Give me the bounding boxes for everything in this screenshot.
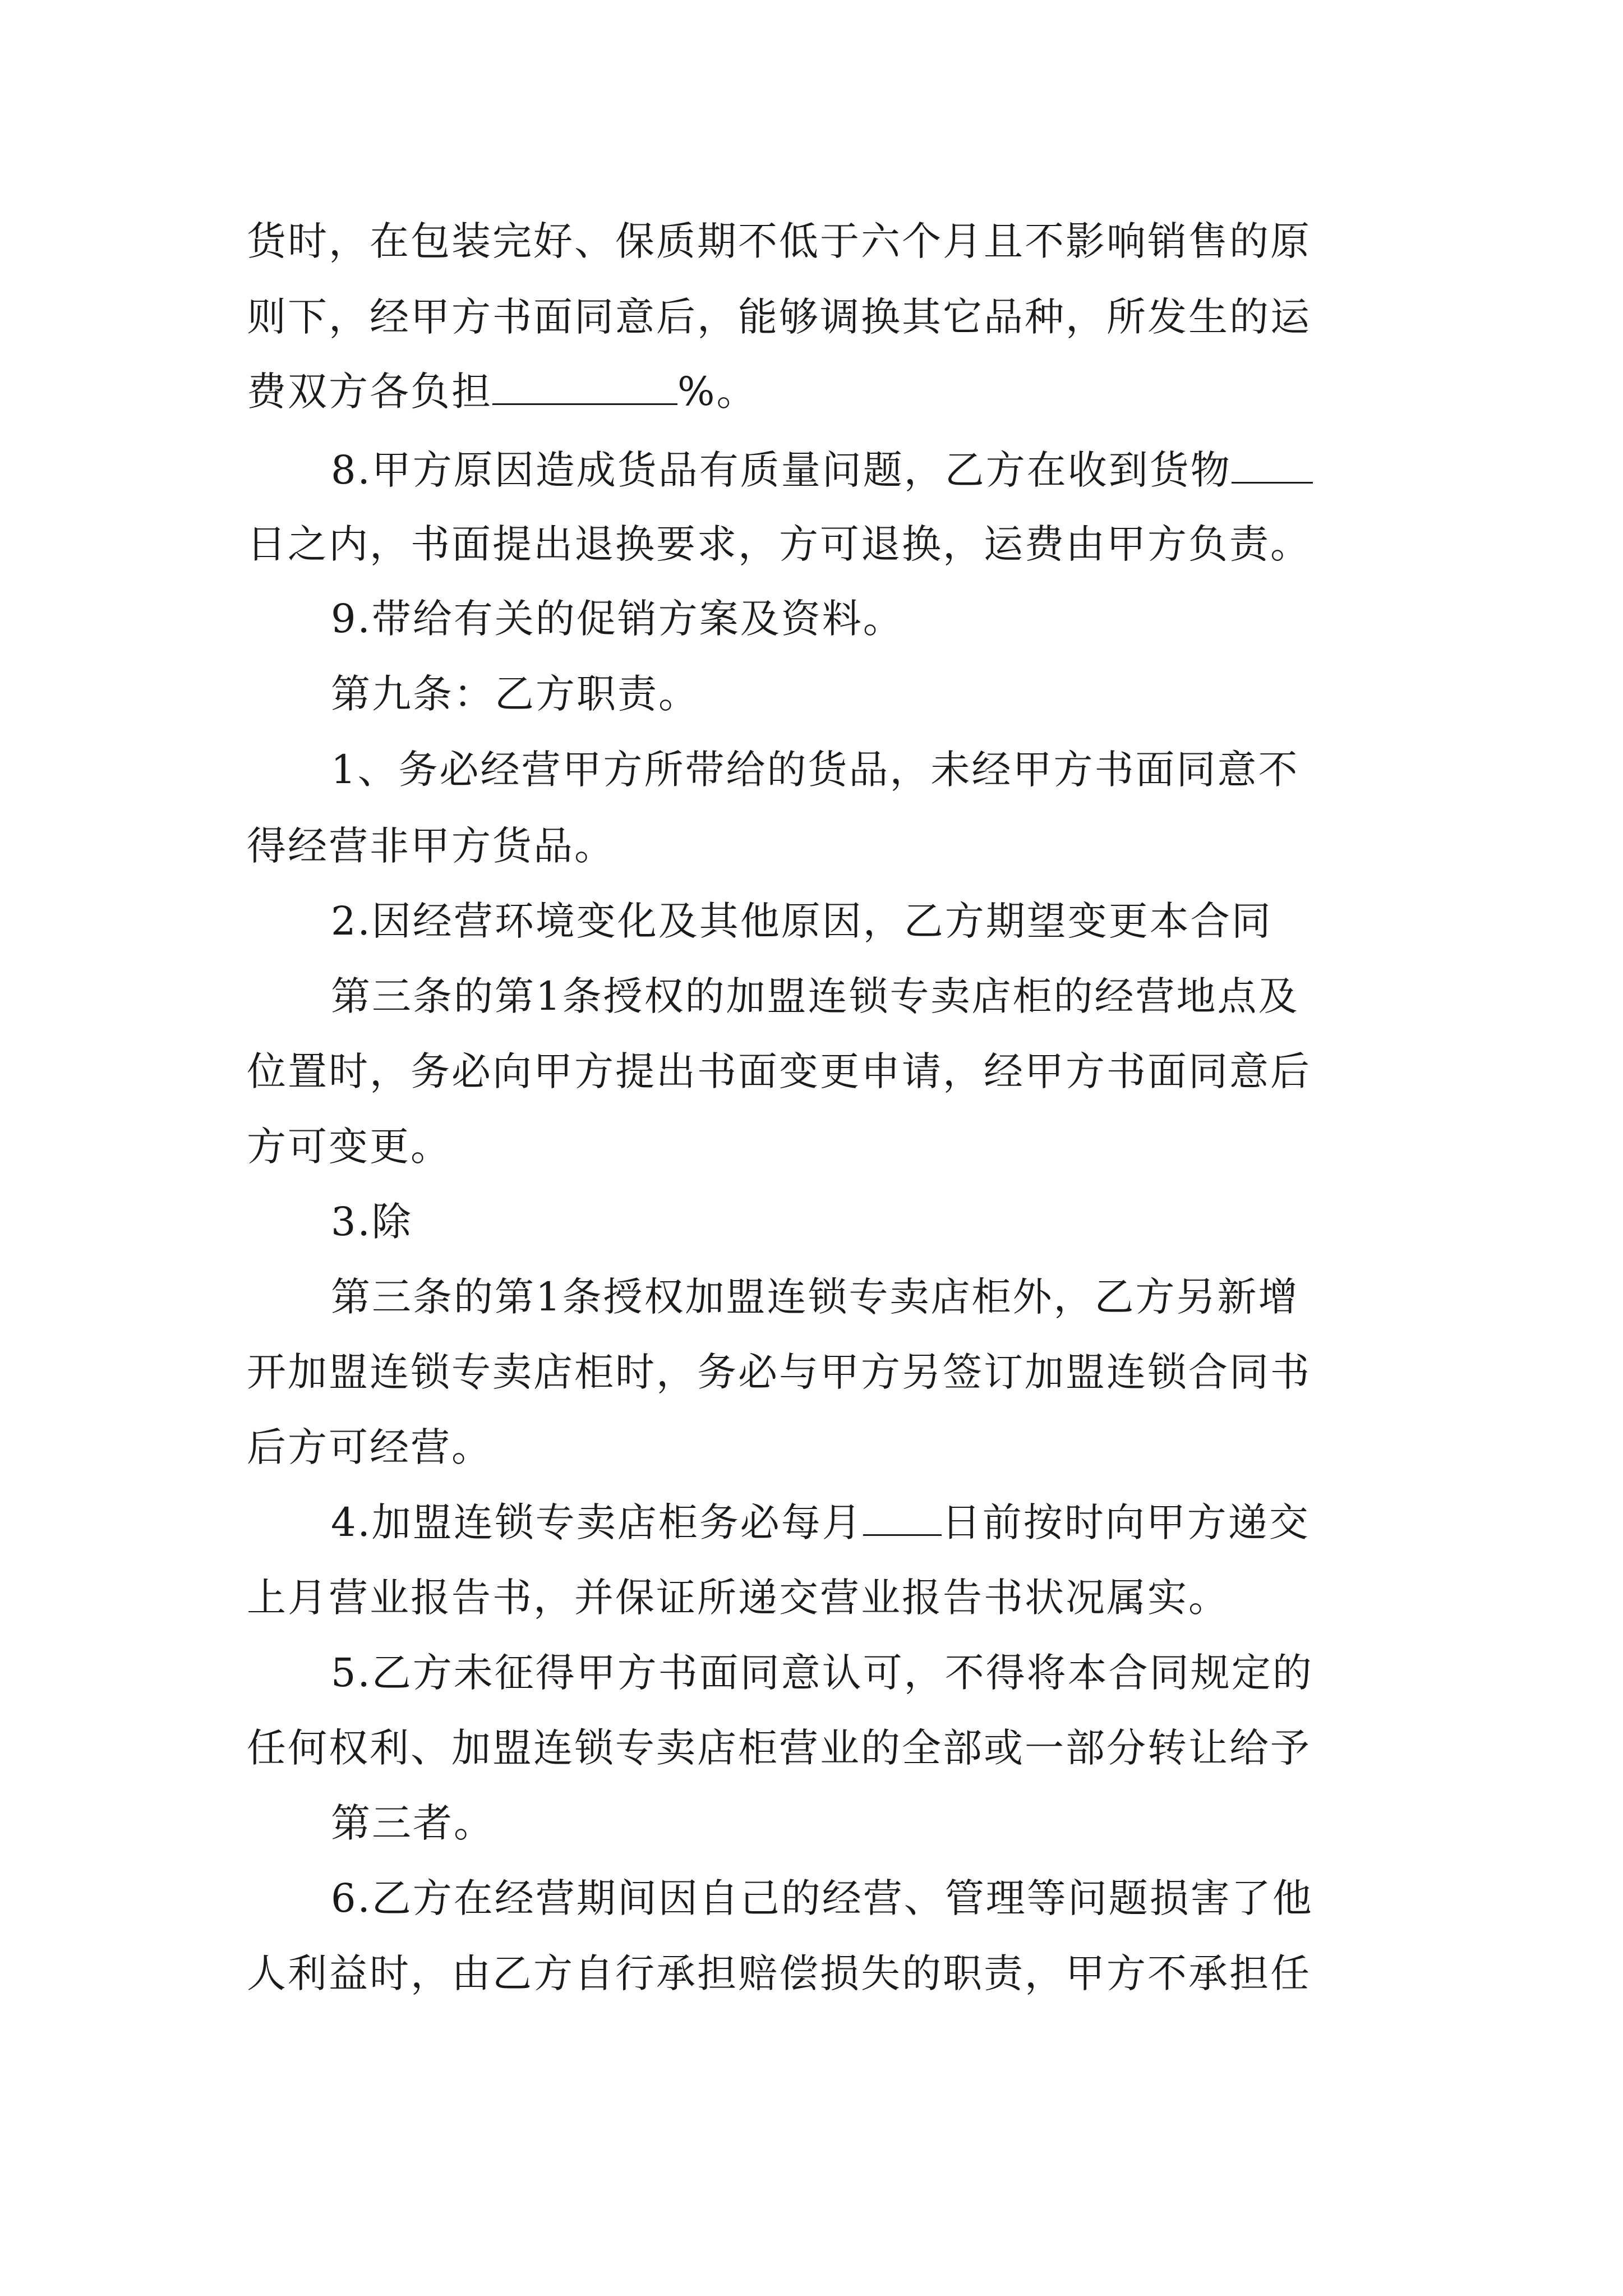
paragraph-line: 第三条的第1条授权加盟连锁专卖店柜外，乙方另新增 xyxy=(331,1274,1299,1320)
paragraph-line: 位置时，务必向甲方提出书面变更申请，经甲方书面同意后 xyxy=(247,1048,1311,1094)
paragraph-line xyxy=(247,364,758,420)
line-text: 费双方各负担 xyxy=(247,369,492,415)
paragraph-line: 后方可经营。 xyxy=(247,1424,492,1470)
fill-in-blank xyxy=(1232,448,1313,484)
paragraph-line: 上月营业报告书，并保证所递交营业报告书状况属实。 xyxy=(247,1575,1229,1621)
paragraph-line: 日之内，书面提出退换要求，方可退换，运费由甲方负责。 xyxy=(247,521,1311,567)
fill-in-blank xyxy=(492,370,677,405)
section-heading: 第九条：乙方职责。 xyxy=(331,671,699,717)
paragraph-line xyxy=(331,1494,1310,1550)
paragraph-line xyxy=(331,442,1313,498)
paragraph-line: 任何权利、加盟连锁专卖店柜营业的全部或一部分转让给予 xyxy=(247,1725,1311,1771)
paragraph-line: 1、务必经营甲方所带给的货品，未经甲方书面同意不 xyxy=(331,747,1299,793)
paragraph-line: 第三条的第1条授权的加盟连锁专卖店柜的经营地点及 xyxy=(331,973,1299,1019)
fill-in-blank xyxy=(863,1501,942,1536)
paragraph-line: 3.除 xyxy=(331,1199,413,1245)
paragraph-line: 得经营非甲方货品。 xyxy=(247,823,615,869)
line-text: %。 xyxy=(677,369,758,415)
paragraph-line: 人利益时，由乙方自行承担赔偿损失的职责，甲方不承担任 xyxy=(247,1950,1311,1996)
line-text: 4.加盟连锁专卖店柜务必每月 xyxy=(331,1499,863,1545)
paragraph-line: 第三者。 xyxy=(331,1800,495,1846)
paragraph-line: 2.因经营环境变化及其他原因，乙方期望变更本合同 xyxy=(331,898,1272,944)
paragraph-line: 9.带给有关的促销方案及资料。 xyxy=(331,596,904,642)
line-text: 日前按时向甲方递交 xyxy=(941,1499,1310,1545)
paragraph-line: 开加盟连锁专卖店柜时，务必与甲方另签订加盟连锁合同书 xyxy=(247,1349,1311,1395)
paragraph-line: 货时，在包装完好、保质期不低于六个月且不影响销售的原 xyxy=(247,218,1311,264)
paragraph-line: 6.乙方在经营期间因自己的经营、管理等问题损害了他 xyxy=(331,1875,1313,1921)
paragraph-line: 则下，经甲方书面同意后，能够调换其它品种，所发生的运 xyxy=(247,294,1311,340)
paragraph-line: 5.乙方未征得甲方书面同意认可，不得将本合同规定的 xyxy=(331,1650,1313,1696)
paragraph-line: 方可变更。 xyxy=(247,1124,451,1170)
line-text: 8.甲方原因造成货品有质量问题，乙方在收到货物 xyxy=(331,447,1232,493)
